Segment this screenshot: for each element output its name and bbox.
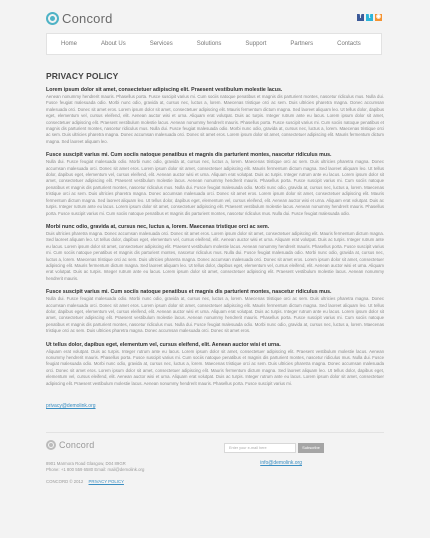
section-text: Aliquam erat volutpat. Duis ac turpis. Integer rutrum ante eu lacus. Lorem ipsum dolor sit amet, consectetuer adipiscing elit. Praesent vestibulum molestie lacus. Aenean nonummy hendrerit mauris. Phasellus porta. Fusce suscipit varius mi. Cum sociis natoque penatibus et magnis dis parturient montes, nascetur ridiculus mus. Nulla dui. Fusce feugiat malesuada odio. Morbi nunc odio, gravida at, cursus nec, luctus a, lorem. Maecenas tristique orci ac sem. Duis ultricies pharetra magna. Donec accumsan malesuada orci. Donec sit amet eros. Lorem ipsum dolor sit amet, consectetuer adipiscing elit. Mauris fermentum dictum magna. Sed laoreet aliquam leo. Ut tellus dolor, dapibus eget, elementum vel, cursus eleifend, elit. Aenean auctor wisi et urna. Aliquam erat volutpat. Duis ac turpis. Integer rutrum ante eu lacus. Lorem ipsum dolor sit amet, consectetuer adipiscing elit. Praesent vestibulum molestie lacus. Aenean nonummy hendrerit mauris. Phasellus porta. Fusce suscipit varius mi. (46, 348, 384, 386)
copyright-text: CONCORD © 2012 (46, 479, 84, 484)
newsletter-form (224, 443, 384, 453)
newsletter-email-input[interactable]: Enter your e-mail here (224, 443, 296, 453)
nav-about-us[interactable]: About Us (101, 41, 126, 47)
address-line: 8901 Marmora Road Glasgow, D04 89GR (46, 461, 126, 466)
privacy-email-link[interactable]: privacy@demolink.org (46, 403, 96, 410)
footer-email-link[interactable]: info@demolink.org (260, 460, 302, 466)
footer-copyright (46, 479, 124, 484)
section-lead: Morbi nunc odio, gravida at, cursus nec, luctus a, lorem. Maecenas tristique orci ac sem. (46, 223, 270, 230)
nav-support[interactable]: Support (245, 41, 267, 47)
logo[interactable] (46, 10, 113, 26)
section-lead: Fusce suscipit varius mi. Cum sociis natoque penatibus et magnis dis parturient montes, nascetur ridiculus mus. (46, 289, 332, 296)
header (0, 0, 430, 60)
nav-services[interactable]: Services (149, 41, 173, 47)
footer-divider (46, 432, 384, 433)
section-text: Nulla dui. Fusce feugiat malesuada odio. Morbi nunc odio, gravida at, cursus nec, luctus a, lorem. Maecenas tristique orci ac sem. Duis ultricies pharetra magna. Donec accumsan malesuada orci. Donec sit amet eros. Lorem ipsum dolor sit amet, consectetuer adipiscing elit. Mauris fermentum dictum magna. Sed laoreet aliquam leo. Ut tellus dolor, dapibus eget, elementum vel, cursus eleifend, elit. Aenean auctor wisi et urna. Aliquam erat volutpat. Duis ac turpis. Integer rutrum ante eu lacus. Lorem ipsum dolor sit amet, consectetuer adipiscing elit. Praesent vestibulum molestie lacus. Aenean nonummy hendrerit mauris. Phasellus porta. Fusce suscipit varius mi. Cum sociis natoque penatibus et magnis dis parturient montes, nascetur ridiculus mus. Nulla dui. Fusce feugiat malesuada odio. Morbi nunc odio, gravida at, cursus nec, luctus a, lorem. Maecenas tristique orci ac sem. Duis ultricies pharetra magna. Donec accumsan malesuada orci. Donec sit amet eros. (46, 296, 384, 334)
nav-solutions[interactable]: Solutions (196, 41, 222, 47)
footer (46, 440, 384, 536)
section-text: Nulla dui. Fusce feugiat malesuada odio. Morbi nunc odio, gravida at, cursus nec, luctus a, lorem. Maecenas tristique orci ac sem. Duis ultricies pharetra magna. Donec accumsan malesuada orci. Donec sit amet eros. Lorem ipsum dolor sit amet, consectetuer adipiscing elit. Mauris fermentum dictum magna. Sed laoreet aliquam leo. Ut tellus dolor, dapibus eget, elementum vel, cursus eleifend, elit. Aenean auctor wisi et urna. Aliquam erat volutpat. Duis ac turpis. Integer rutrum ante eu lacus. Lorem ipsum dolor sit amet, consectetuer adipiscing elit. Praesent vestibulum molestie lacus. Aenean nonummy hendrerit mauris. Phasellus porta. Fusce suscipit varius mi. Cum sociis natoque penatibus et magnis dis parturient montes, nascetur ridiculus mus. Nulla dui. Fusce feugiat malesuada odio. Morbi nunc odio, gravida at, cursus nec, luctus a, lorem. Maecenas tristique orci ac sem. Duis ultricies pharetra magna. Donec accumsan malesuada orci. Donec sit amet eros. Lorem ipsum dolor sit amet, consectetuer adipiscing elit. Mauris fermentum dictum magna. Sed laoreet aliquam leo. Ut tellus dolor, dapibus eget, elementum vel, cursus eleifend, elit. Aenean auctor wisi et urna. Aliquam erat volutpat. Duis ac turpis. Integer rutrum ante eu lacus. Lorem ipsum dolor sit amet, consectetuer adipiscing elit. Praesent vestibulum molestie lacus. Aenean nonummy hendrerit mauris. Phasellus porta. Fusce suscipit varius mi. Cum sociis natoque penatibus et magnis dis parturient montes, nascetur ridiculus mus. Nulla dui. Fusce feugiat malesuada odio. (46, 159, 384, 216)
policy-section (46, 224, 384, 282)
section-text: Duis ultricies pharetra magna. Donec accumsan malesuada orci. Donec sit amet eros. Lorem ipsum dolor sit amet, consectetuer adipiscing elit. Mauris fermentum dictum magna. Sed laoreet aliquam leo. Ut tellus dolor, dapibus eget, elementum vel, cursus eleifend, elit. Aenean auctor wisi et urna. Aliquam erat volutpat. Duis ac turpis. Integer rutrum ante eu lacus. Lorem ipsum dolor sit amet, consectetuer adipiscing elit. Praesent vestibulum molestie lacus. Aenean nonummy hendrerit mauris. Phasellus porta. Fusce suscipit varius mi. Cum sociis natoque penatibus et magnis dis parturient montes, nascetur ridiculus mus. Nulla dui. Fusce feugiat malesuada odio. Morbi nunc odio, gravida at, cursus nec, luctus a, lorem. Maecenas tristique orci ac sem. Duis ultricies pharetra magna. Donec accumsan malesuada orci. Donec sit amet eros. Lorem ipsum dolor sit amet, consectetuer adipiscing elit. Mauris fermentum dictum magna. Sed laoreet aliquam leo. Ut tellus dolor, dapibus eget, elementum vel, cursus eleifend, elit. Aenean auctor wisi et urna. Aliquam erat volutpat. Duis ac turpis. Integer rutrum ante eu lacus. Lorem ipsum dolor sit amet, consectetuer adipiscing elit. Praesent vestibulum molestie lacus. Aenean nonummy hendrerit mauris. (46, 230, 384, 281)
main-nav (46, 33, 382, 55)
section-lead: Ut tellus dolor, dapibus eget, elementum vel, cursus eleifend, elit. Aenean auctor wisi et urna. (46, 341, 281, 348)
logo-icon (46, 12, 59, 25)
footer-logo-text: Concord (59, 440, 95, 450)
subscribe-button[interactable]: Subscribe (298, 443, 324, 453)
policy-section (46, 342, 384, 387)
footer-logo[interactable] (46, 440, 94, 450)
logo-text: Concord (62, 10, 113, 26)
privacy-policy-link[interactable]: PRIVACY POLICY (88, 479, 124, 484)
policy-section (46, 152, 384, 217)
footer-address (46, 461, 144, 472)
rss-icon[interactable]: ◉ (375, 14, 382, 20)
nav-partners[interactable]: Partners (290, 41, 314, 47)
main-content (46, 66, 384, 416)
social-links (357, 14, 382, 21)
section-lead: Lorem ipsum dolor sit amet, consectetuer adipiscing elit. Praesent vestibulum molestie lacus. (46, 87, 283, 93)
page-title: PRIVACY POLICY (46, 71, 119, 81)
nav-home[interactable]: Home (61, 41, 78, 47)
policy-section (46, 289, 384, 334)
footer-logo-icon (46, 440, 56, 450)
nav-contacts[interactable]: Contacts (337, 41, 361, 47)
phone-line: Phone: +1 800 559 6580 Email: mail@demolink.org (46, 466, 145, 472)
section-lead: Fusce suscipit varius mi. Cum sociis natoque penatibus et magnis dis parturient montes, nascetur ridiculus mus. (46, 152, 332, 159)
twitter-icon[interactable]: t (366, 14, 373, 21)
facebook-icon[interactable]: f (357, 14, 364, 21)
section-text: Aenean nonummy hendrerit mauris. Phasellus porta. Fusce suscipit varius mi. Cum sociis natoque penatibus et magnis dis parturient montes, nascetur ridiculus mus. Nulla dui. Fusce feugiat malesuada odio. Morbi nunc odio, gravida at, cursus nec, luctus a, lorem. Maecenas tristique orci ac sem. Duis ultricies pharetra magna. Donec accumsan malesuada orci. Donec sit amet eros. Lorem ipsum dolor sit amet, consectetuer adipiscing elit. Mauris fermentum dictum magna. Sed laoreet aliquam leo. Ut tellus dolor, dapibus eget, elementum vel, cursus eleifend, elit. Aenean auctor wisi et urna. Aliquam erat volutpat. Duis ac turpis. Integer rutrum ante eu lacus. Lorem ipsum dolor sit amet, consectetuer adipiscing elit. Praesent vestibulum molestie lacus. Aenean nonummy hendrerit mauris. Phasellus porta. Fusce suscipit varius mi. Cum sociis natoque penatibus et magnis dis parturient montes, nascetur ridiculus mus. Nulla dui. Fusce feugiat malesuada odio. Morbi nunc odio, gravida at, cursus nec, luctus a, lorem. Maecenas tristique orci ac sem. Duis ultricies pharetra magna. Donec accumsan malesuada orci. Donec sit amet eros. Lorem ipsum dolor sit amet, consectetuer adipiscing elit. Mauris fermentum dictum magna. Sed laoreet aliquam leo. (46, 94, 384, 144)
policy-section (46, 87, 384, 145)
